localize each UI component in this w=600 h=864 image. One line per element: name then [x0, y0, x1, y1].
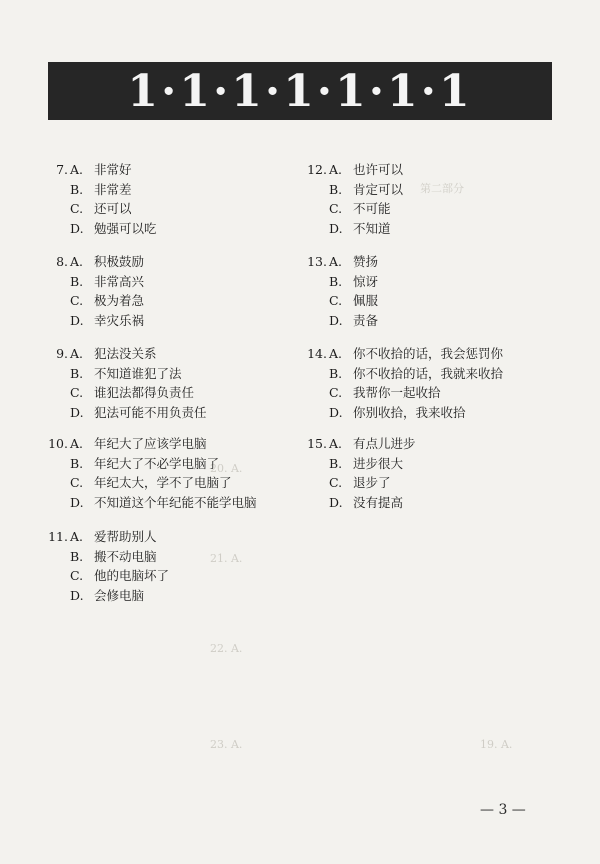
option-letter: C. [70, 385, 84, 400]
option-d [305, 311, 555, 331]
option-text: 你别收拾，我来收拾 [353, 404, 466, 420]
question-10 [46, 434, 296, 512]
option-c [46, 199, 296, 219]
question-number: 14. [307, 346, 327, 361]
option-a [46, 160, 296, 180]
option-text: 不知道这个年纪能不能学电脑 [94, 494, 257, 510]
option-b [46, 180, 296, 200]
option-letter: B. [329, 455, 343, 471]
option-letter: D. [329, 404, 343, 420]
question-13 [305, 252, 555, 330]
title-banner [48, 62, 552, 120]
option-letter: A. [329, 162, 343, 177]
bleed-through: 第二部分 [420, 182, 464, 195]
option-text: 犯法没关系 [94, 346, 157, 361]
option-text: 幸灾乐祸 [94, 312, 145, 328]
option-text: 爱帮助别人 [94, 529, 157, 544]
option-text: 年纪大了应该学电脑 [94, 436, 207, 451]
question-7 [46, 160, 296, 238]
option-text: 不知道 [353, 220, 391, 236]
option-a [305, 252, 555, 272]
question-15 [305, 434, 555, 512]
option-text: 赞扬 [353, 254, 379, 269]
question-8 [46, 252, 296, 330]
option-c [305, 199, 555, 219]
option-c [305, 383, 555, 403]
option-b [46, 364, 296, 384]
page-number: — 3 — [480, 802, 526, 818]
option-text: 不可能 [353, 201, 391, 216]
option-c [46, 291, 296, 311]
option-text: 非常差 [94, 181, 132, 197]
bleed-through: 23. A. [210, 738, 243, 751]
option-text: 非常好 [94, 162, 132, 177]
option-letter: D. [70, 494, 84, 510]
bleed-through: 21. A. [210, 552, 243, 565]
option-text: 有点儿进步 [353, 436, 416, 451]
question-number: 9. [56, 346, 68, 361]
option-b [305, 454, 555, 474]
question-number: 10. [48, 436, 68, 451]
question-9 [46, 344, 296, 422]
option-text: 积极鼓励 [94, 254, 145, 269]
option-letter: C. [329, 385, 343, 400]
option-text: 责备 [353, 312, 379, 328]
option-c [46, 566, 296, 586]
option-d [46, 493, 296, 513]
question-number: 13. [307, 254, 327, 269]
option-a [305, 160, 555, 180]
option-text: 他的电脑坏了 [94, 568, 170, 583]
option-d [305, 403, 555, 423]
option-a [46, 527, 296, 547]
question-number: 15. [307, 436, 327, 451]
option-text: 还可以 [94, 201, 132, 216]
option-text: 也许可以 [353, 162, 404, 177]
option-letter: C. [70, 293, 84, 308]
option-text: 极为着急 [94, 293, 145, 308]
bleed-through: 19. A. [480, 738, 513, 751]
option-text: 惊讶 [353, 273, 379, 289]
option-text: 佩服 [353, 293, 379, 308]
option-text: 你不收拾的话，我就来收拾 [353, 365, 504, 381]
option-letter: A. [329, 254, 343, 269]
option-d [305, 219, 555, 239]
bleed-through: 20. A. [210, 462, 243, 475]
question-number: 8. [56, 254, 68, 269]
option-letter: C. [70, 475, 84, 490]
option-b [305, 364, 555, 384]
question-14 [305, 344, 555, 422]
option-letter: D. [70, 587, 84, 603]
option-a [305, 434, 555, 454]
option-text: 你不收拾的话，我会惩罚你 [353, 346, 504, 361]
option-letter: D. [70, 312, 84, 328]
option-letter: A. [70, 162, 84, 177]
option-text: 我帮你一起收拾 [353, 385, 441, 400]
question-number: 7. [56, 162, 68, 177]
option-letter: A. [329, 346, 343, 361]
option-letter: B. [329, 181, 343, 197]
option-c [46, 473, 296, 493]
question-11 [46, 527, 296, 605]
option-letter: A. [70, 254, 84, 269]
option-text: 退步了 [353, 475, 391, 490]
option-a [46, 252, 296, 272]
option-text: 搬不动电脑 [94, 548, 157, 564]
option-text: 非常高兴 [94, 273, 145, 289]
option-d [305, 493, 555, 513]
option-letter: C. [70, 201, 84, 216]
option-letter: B. [70, 181, 84, 197]
option-b [46, 547, 296, 567]
option-text: 谁犯法都得负责任 [94, 385, 195, 400]
option-a [305, 344, 555, 364]
option-text: 年纪大了不必学电脑了 [94, 455, 220, 471]
option-c [305, 291, 555, 311]
option-letter: A. [329, 436, 343, 451]
option-text: 犯法可能不用负责任 [94, 404, 207, 420]
option-c [305, 473, 555, 493]
option-letter: B. [70, 273, 84, 289]
question-12 [305, 160, 555, 238]
option-text: 肯定可以 [353, 181, 404, 197]
option-letter: C. [329, 293, 343, 308]
option-letter: D. [329, 494, 343, 510]
option-letter: C. [329, 475, 343, 490]
option-letter: C. [329, 201, 343, 216]
option-letter: D. [70, 404, 84, 420]
option-text: 不知道谁犯了法 [94, 365, 182, 381]
option-a [46, 434, 296, 454]
question-number: 11. [48, 529, 68, 544]
option-b [305, 272, 555, 292]
question-number: 12. [307, 162, 327, 177]
option-a [46, 344, 296, 364]
option-text: 进步很大 [353, 455, 404, 471]
option-b [46, 454, 296, 474]
option-text: 没有提高 [353, 494, 404, 510]
banner-text: 1·1·1·1·1·1·1 [127, 65, 473, 117]
option-d [46, 403, 296, 423]
option-letter: B. [70, 365, 84, 381]
bleed-through: 22. A. [210, 642, 243, 655]
option-letter: C. [70, 568, 84, 583]
option-text: 勉强可以吃 [94, 220, 157, 236]
option-letter: B. [70, 548, 84, 564]
option-letter: A. [70, 436, 84, 451]
option-c [46, 383, 296, 403]
option-letter: B. [329, 365, 343, 381]
option-d [46, 586, 296, 606]
option-b [46, 272, 296, 292]
option-letter: A. [70, 529, 84, 544]
option-letter: B. [70, 455, 84, 471]
option-letter: D. [329, 220, 343, 236]
option-letter: D. [329, 312, 343, 328]
option-letter: A. [70, 346, 84, 361]
option-letter: D. [70, 220, 84, 236]
option-text: 年纪太大，学不了电脑了 [94, 475, 232, 490]
option-letter: B. [329, 273, 343, 289]
option-b [305, 180, 555, 200]
option-d [46, 311, 296, 331]
option-d [46, 219, 296, 239]
option-text: 会修电脑 [94, 587, 145, 603]
